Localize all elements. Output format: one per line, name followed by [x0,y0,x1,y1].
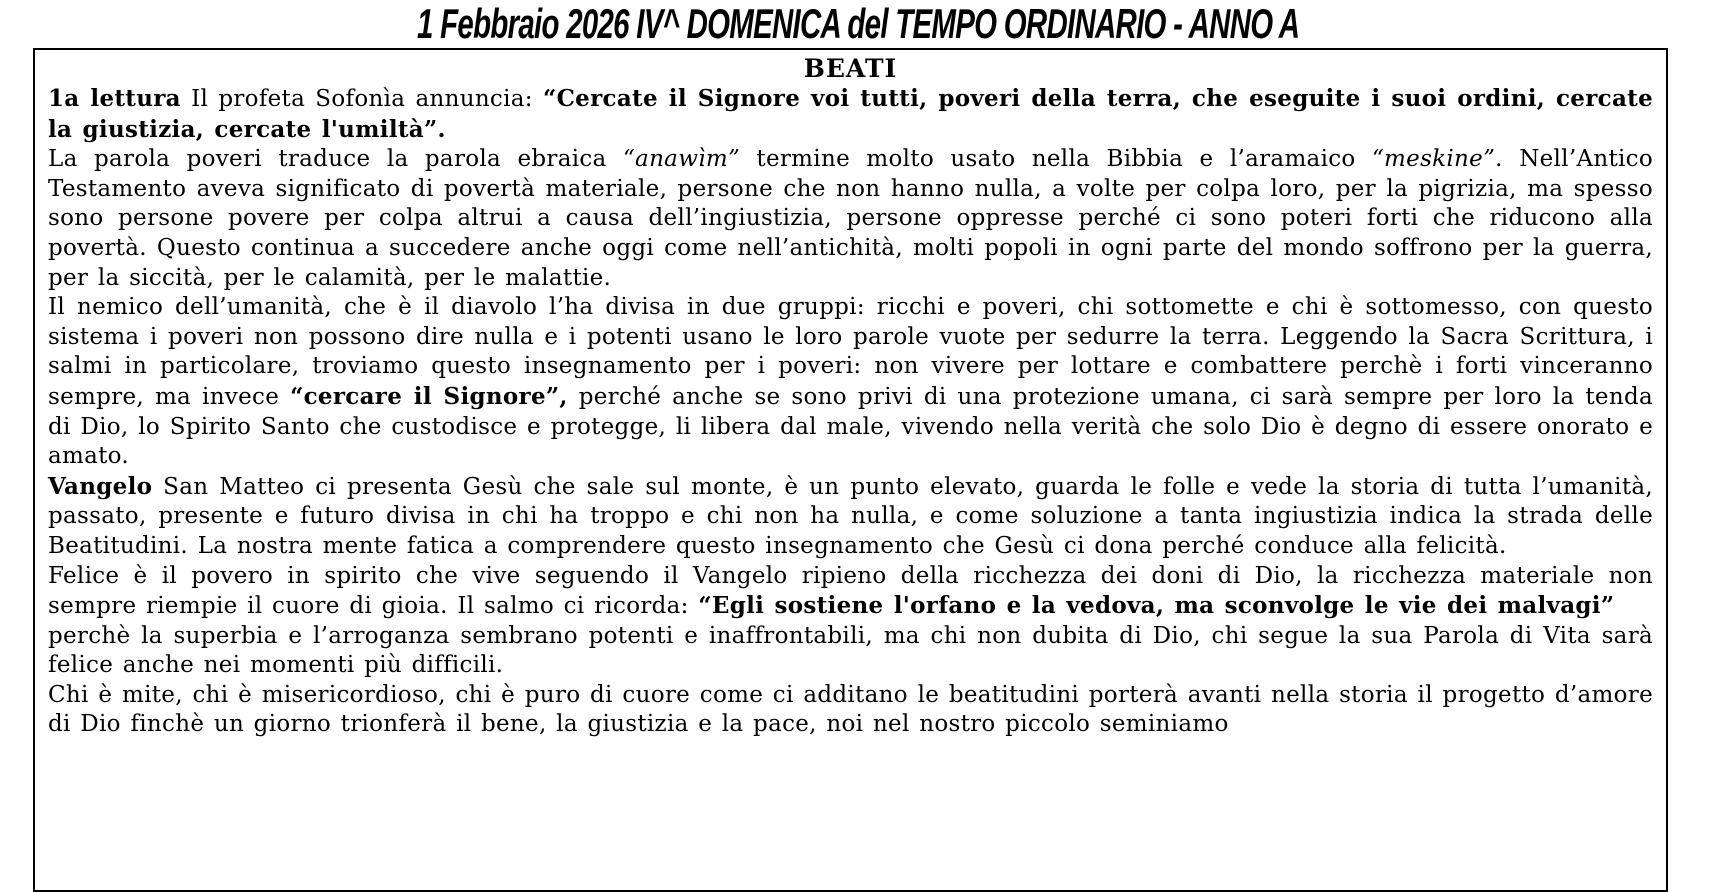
article-box [33,48,1668,892]
article-paragraph [48,293,1653,472]
text-run: “cercare il Signore”, [290,382,568,410]
text-run: San Matteo ci presenta Gesù che sale sul monte, è un punto elevato, guarda le folle e vede la storia di tutta l’umanità, passato, presente e futuro divisa in chi ha troppo e chi non ha nulla, e come soluzione a tanta ingiustizia indica la strada delle Beatitudini. La nostra mente fatica a comprendere questo insegnamento che Gesù ci dona perché conduce alla felicità. [48,473,1653,559]
article-paragraph [48,681,1653,740]
article-paragraph [48,84,1653,145]
text-run: Vangelo [48,472,153,500]
text-run: Chi è mite, chi è misericordioso, chi è puro di cuore come ci additano le beatitudini porterà avanti nella storia il progetto d’amore di Dio finchè un giorno trionferà il bene, la giustizia e la pace, noi nel nostro piccolo seminiamo [48,681,1653,738]
page-title [0,0,1716,48]
article-paragraph [48,145,1653,293]
text-run: termine molto usato nella Bibbia e l’aramaico [740,146,1372,173]
text-run: . Nell’Antico Testamento aveva significato di povertà materiale, persone che non hanno nulla, a volte per colpa loro, per la pigrizia, ma spesso sono persone povere per colpa altrui a causa dell’ingiustizia, persone oppresse perché ci sono poteri forti che riducono alla povertà. Questo continua a succedere anche oggi come nell’antichità, molti popoli in ogni parte del mondo soffrono per la guerra, per la siccità, per le calamità, per le malattie. [48,146,1653,291]
text-run: La parola poveri traduce la parola ebraica [48,146,623,173]
article-paragraph [48,562,1653,622]
text-run: “Cercate il Signore voi tutti, poveri della terra, che eseguite i suoi ordini, cercate la giustizia, cercate l'umiltà”. [48,85,1654,143]
text-run: perchè la superbia e l’arroganza sembrano potenti e inaffrontabili, ma chi non dubita di Dio, chi segue la sua Parola di Vita sarà felice anche nei momenti più difficili. [48,622,1653,679]
text-run: “meskine” [1371,146,1496,173]
text-run: Felice è il povero in spirito che vive seguendo il Vangelo ripieno della ricchezza dei doni di Dio, la ricchezza materiale non sempre riempie il cuore di gioia. Il salmo ci ricorda: [48,562,1653,620]
article-paragraph [48,622,1653,681]
article-body [35,84,1666,740]
article-paragraph [48,472,1653,562]
text-run: 1a lettura [48,85,181,112]
text-run: Il nemico dell’umanità, che è il diavolo l’ha divisa in due gruppi: ricchi e poveri, chi sottomette e chi è sottomesso, con questo sistema i poveri non possono dire nulla e i potenti usano le loro parole vuote per sedurre la terra. Leggendo la Sacra Scrittura, i salmi in particolare, troviamo questo insegnamento per i poveri: non vivere per lottare e combattere perchè i forti vinceranno sempre, ma invece [48,294,1653,410]
text-run: “anawìm” [623,146,741,173]
text-run: perché anche se sono privi di una protezione umana, ci sarà sempre per loro la tenda di Dio, lo Spirito Santo che custodisce e protegge, li libera dal male, vivendo nella verità che solo Dio è degno di essere onorato e amato. [48,383,1653,470]
article-heading: BEATI [803,54,898,83]
page-title-text: 1 Febbraio 2026 IV^ DOMENICA del TEMPO ORDINARIO - ANNO A [416,0,1300,47]
text-run: Il profeta Sofonìa annuncia: [180,86,544,112]
text-run: “Egli sostiene l'orfano e la vedova, ma sconvolge le vie dei malvagi” [698,592,1615,620]
